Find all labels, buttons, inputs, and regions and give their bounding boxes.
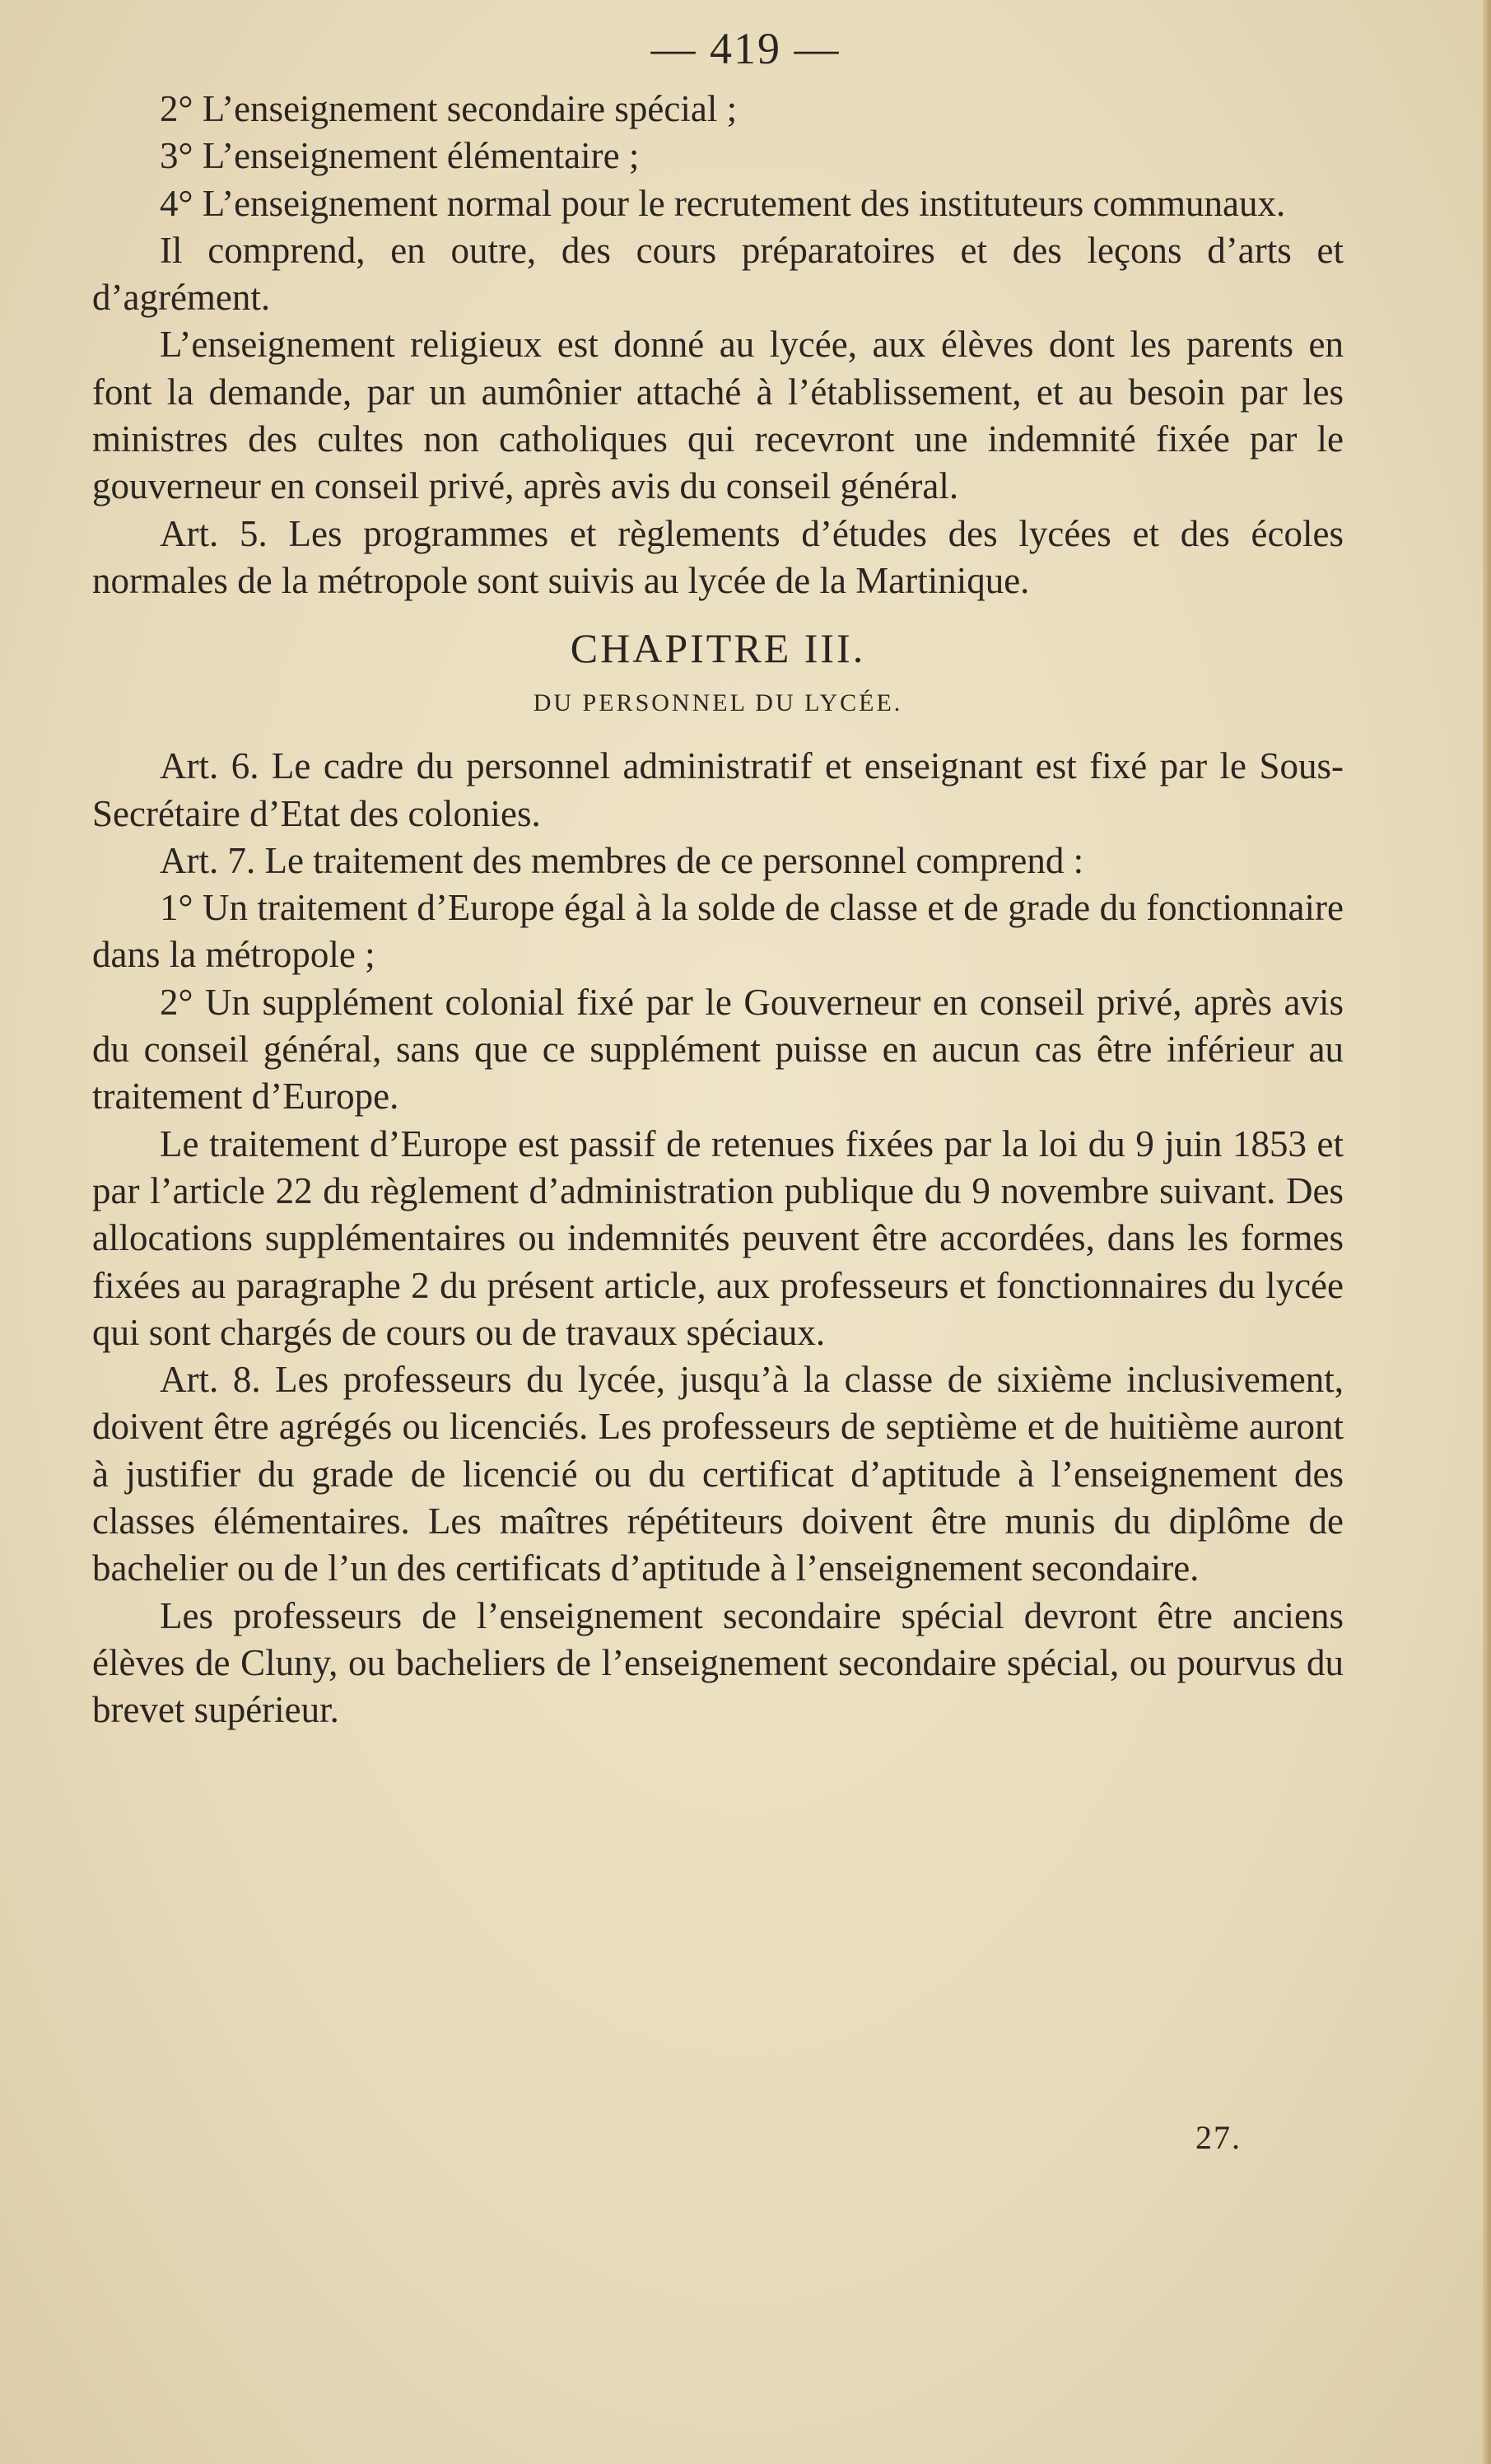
page-edge xyxy=(1483,0,1491,2464)
paragraph-art-7: Art. 7. Le traitement des membres de ce personnel comprend : xyxy=(160,839,1084,881)
chapter-subtitle: DU PERSONNEL DU LYCÉE. xyxy=(533,689,903,717)
paragraph-item-3: 3° L’enseignement élémentaire ; xyxy=(160,135,640,177)
paragraph-item-4: 4° L’enseignement normal pour le recrutement des instituteurs communaux. xyxy=(160,182,1286,224)
paragraph-art-6: Art. 6. Le cadre du personnel administratif et enseignant est fixé par le Sous-Secrétaire d’Etat des colonies. xyxy=(92,745,1344,834)
page-body xyxy=(92,86,1344,1734)
paragraph-cours: Il comprend, en outre, des cours préparatoires et des leçons d’arts et d’agrément. xyxy=(92,229,1344,319)
chapter-title: CHAPITRE III. xyxy=(570,625,866,672)
paragraph-item-2: 2° L’enseignement secondaire spécial ; xyxy=(160,88,738,129)
paragraph-retenues: Le traitement d’Europe est passif de retenues fixées par la loi du 9 juin 1853 et par l’article 22 du règlement d’administration publique du 9 novembre suivant. Des allocations supplémentaires ou indemnités peuvent être accordées, dans les formes fixées au paragraphe 2 du présent article, aux professeurs et fonctionnaires du lycée qui sont chargés de cours ou de travaux spéciaux. xyxy=(92,1122,1344,1353)
page-number: — 419 — xyxy=(650,24,841,73)
paragraph-enseignement-special: Les professeurs de l’enseignement secondaire spécial devront être anciens élèves de Cluny, ou bacheliers de l’enseignement secondaire spécial, ou pourvus du brevet supérieur. xyxy=(92,1594,1344,1731)
signature-mark: 27. xyxy=(1195,2119,1242,2156)
paragraph-art-8: Art. 8. Les professeurs du lycée, jusqu’à la classe de sixième inclusivement, doivent être agrégés ou licenciés. Les professeurs de septième et de huitième auront à justifier du grade de licencié ou du certificat d’aptitude à l’enseignement des classes élémentaires. Les maîtres répétiteurs doivent être munis du diplôme de bachelier ou de l’un des certificats d’aptitude à l’enseignement secondaire. xyxy=(92,1359,1344,1589)
paragraph-supplement-colonial: 2° Un supplément colonial fixé par le Gouverneur en conseil privé, après avis du conseil général, sans que ce supplément puisse en aucun cas être inférieur au traitement d’Europe. xyxy=(92,981,1344,1118)
paragraph-art-5: Art. 5. Les programmes et règlements d’études des lycées et des écoles normales de la métropole sont suivis au lycée de la Martinique. xyxy=(92,512,1344,601)
paragraph-traitement-europe: 1° Un traitement d’Europe égal à la solde de classe et de grade du fonctionnaire dans la métropole ; xyxy=(92,887,1344,976)
paragraph-religion: L’enseignement religieux est donné au lycée, aux élèves dont les parents en font la demande, par un aumônier attaché à l’établissement, et au besoin par les ministres des cultes non catholiques qui recevront une indemnité fixée par le gouverneur en conseil privé, après avis du conseil général. xyxy=(92,324,1344,507)
